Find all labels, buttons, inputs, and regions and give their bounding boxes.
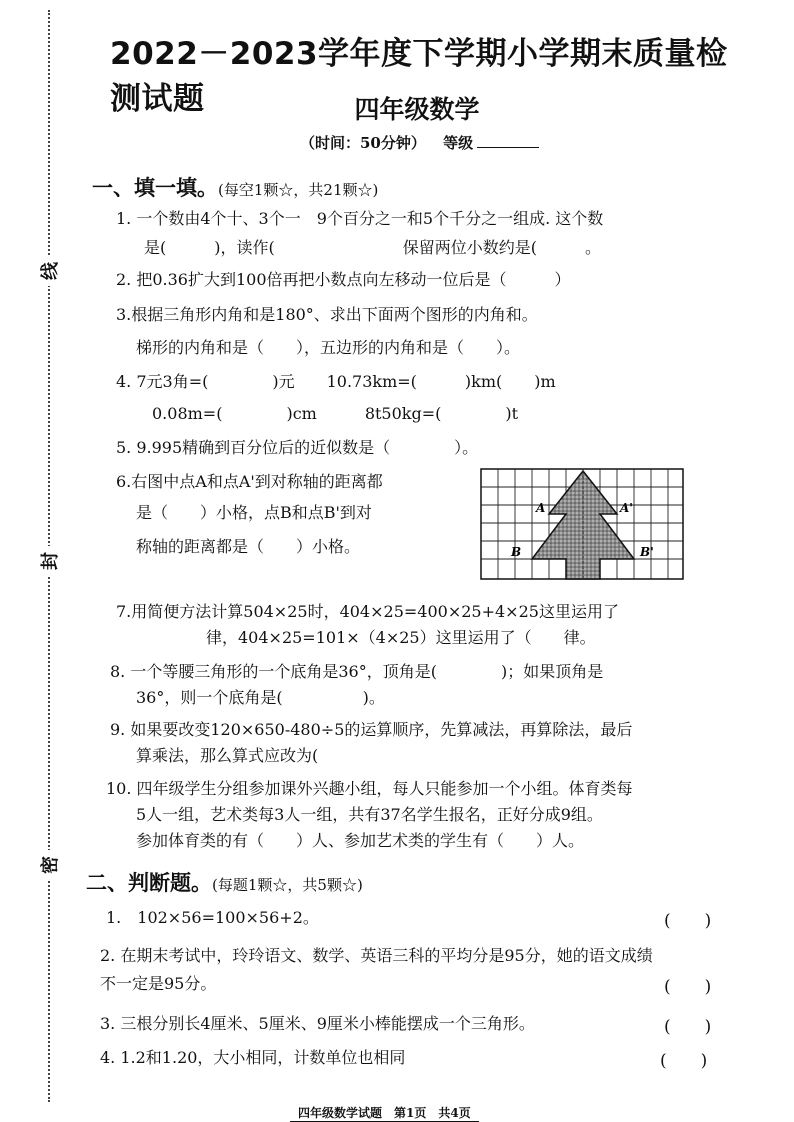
point-a-label: A: [536, 501, 546, 515]
s1-q6-line1: 6.右图中点A和点A'到对称轴的距离都: [116, 472, 383, 491]
s2-q4-answer[interactable]: ( ): [660, 1051, 708, 1071]
exam-title: 2022－2023学年度下学期小学期末质量检测试题: [110, 36, 728, 117]
section-1-title: 一、填一填。: [92, 176, 218, 200]
s2-q2-line1: 2. 在期末考试中，玲玲语文、数学、英语三科的平均分是95分，她的语文成绩: [100, 946, 653, 965]
point-b-prime-label: B': [640, 545, 654, 559]
s1-q3-line2: 梯形的内角和是（ ），五边形的内角和是（ ）。: [136, 338, 521, 357]
section-2-note: (每题1颗☆，共5颗☆): [212, 876, 363, 894]
s1-q1-line1: 1. 一个数由4个十、3个一 9个百分之一和5个千分之一组成. 这个数: [116, 209, 604, 228]
time-limit: （时间：50分钟）: [300, 134, 426, 152]
margin-label-mi: 密: [36, 850, 62, 880]
s1-q10-line2: 5人一组，艺术类每3人一组，共有37名学生报名，正好分成9组。: [136, 805, 603, 824]
page-footer: 四年级数学试题 第1页 共4页: [290, 1104, 479, 1122]
s1-q3-line1: 3.根据三角形内角和是180°、求出下面两个图形的内角和。: [116, 305, 538, 324]
grade-blank[interactable]: [477, 147, 539, 148]
s2-q3: 3. 三根分别长4厘米、5厘米、9厘米小棒能摆成一个三角形。: [100, 1014, 535, 1033]
s2-q2-line2: 不一定是95分。: [100, 974, 217, 993]
time-and-grade: [300, 132, 539, 153]
s1-q4-line1: 4. 7元3角=( )元 10.73km=( )km( )m: [116, 372, 556, 391]
margin-label-xian: 线: [36, 256, 62, 286]
section-2-heading: [86, 867, 363, 897]
s1-q5: 5. 9.995精确到百分位后的近似数是（ ）。: [116, 438, 479, 457]
s1-q10-line1: 10. 四年级学生分组参加课外兴趣小组，每人只能参加一个小组。体育类每: [106, 779, 633, 798]
s1-q2: 2. 把0.36扩大到100倍再把小数点向左移动一位后是（ ）: [116, 270, 571, 289]
margin-label-feng: 封: [36, 546, 62, 576]
s1-q6-line2: 是（ ）小格，点B和点B'到对: [136, 503, 372, 522]
s2-q1: 1. 102×56=100×56+2。: [106, 908, 319, 927]
s1-q9-line1: 9. 如果要改变120×650-480÷5的运算顺序，先算减法，再算除法，最后: [110, 720, 633, 739]
s1-q9-line2: 算乘法，那么算式应改为(: [136, 746, 319, 765]
s1-q8-line1: 8. 一个等腰三角形的一个底角是36°，顶角是( )；如果顶角是: [110, 662, 604, 681]
s2-q1-answer[interactable]: ( ): [664, 911, 712, 931]
s1-q8-line2: 36°，则一个底角是( )。: [136, 688, 385, 707]
s1-q7-line1: 7.用简便方法计算504×25时，404×25=400×25+4×25这里运用了: [116, 602, 619, 621]
s1-q10-line3: 参加体育类的有（ ）人、参加艺术类的学生有（ ）人。: [136, 831, 585, 850]
s2-q4: 4. 1.2和1.20，大小相同，计数单位也相同: [100, 1048, 406, 1067]
symmetry-grid-svg: [480, 468, 684, 580]
section-1-heading: [92, 172, 378, 202]
s1-q6-line3: 称轴的距离都是（ ）小格。: [136, 537, 361, 556]
s1-q1-line2: 是( )，读作( 保留两位小数约是( 。: [144, 238, 601, 257]
exam-subtitle: 四年级数学: [354, 95, 480, 124]
s2-q2-answer[interactable]: ( ): [664, 977, 712, 997]
point-a-prime-label: A': [620, 501, 633, 515]
symmetry-grid-figure: [480, 468, 684, 584]
grade-label: 等级: [443, 134, 474, 152]
section-1-note: (每空1颗☆，共21颗☆): [218, 181, 379, 199]
point-b-label: B: [511, 545, 522, 559]
s2-q3-answer[interactable]: ( ): [664, 1017, 712, 1037]
s1-q7-line2: 律，404×25=101×（4×25）这里运用了（ 律。: [206, 628, 596, 647]
section-2-title: 二、判断题。: [86, 871, 212, 895]
s1-q4-line2: 0.08m=( )cm 8t50kg=( )t: [152, 404, 519, 423]
